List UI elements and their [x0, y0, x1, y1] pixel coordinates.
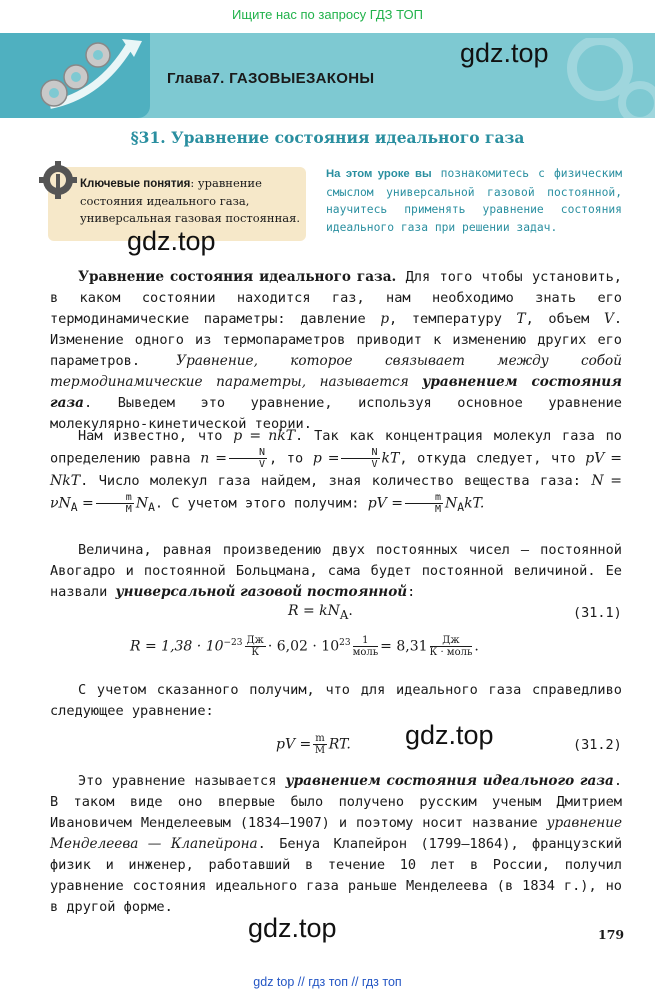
- paragraph-heading: Уравнение состояния идеального газа.: [78, 269, 397, 285]
- equation-31-2: pV = $\frac{m}{M}$ RT.: [276, 733, 351, 756]
- watermark: gdz.top: [248, 913, 337, 943]
- equation-number: (31.1): [573, 605, 622, 621]
- paragraph-5: Это уравнение называется уравнением состояния идеального газа. В таком виде оно впервые было получено русским ученым Дмитрием Ивановичем Менделеевым (1834—1907) и поэтому носит название уравнение Менделеева — Клапейрона. Бенуа Клапейрон (1799—1864), французский физик и инженер, работавший в течение 10 лет в России, получил уравнение состояния идеального газа раньше Менделеева (в 1834 г.), но в другой форме.: [50, 773, 623, 915]
- key-concepts-label: Ключевые понятия: [80, 178, 191, 190]
- equation-R-value: $R = 1,38 \cdot 10^{-23}$ $\frac{Дж}{К}$ · $6,02 \cdot 10^{23}$ $\frac{1}{\text{моль}}$ = 8,31 $\frac{Дж}{\text{К · моль}}$ .: [130, 635, 479, 658]
- paragraph-4: С учетом сказанного получим, что для идеального газа справедливо следующее уравнение:: [50, 682, 622, 719]
- key-concepts-text: Ключевые понятия: уравнение состояния идеального газа, универсальная газовая постоянная.: [80, 176, 301, 225]
- equation-number: (31.2): [573, 737, 622, 753]
- watermark: gdz.top: [460, 38, 549, 68]
- equation-31-1: $R = kN_A$.: [288, 603, 353, 622]
- lesson-intro: На этом уроке вы познакомитесь с физическим смыслом универсальной газовой постоянной, научитесь применять уравнение состояния идеального газа при решении задач.: [326, 167, 623, 234]
- watermark: gdz.top: [405, 720, 494, 750]
- footer-links[interactable]: gdz top // гдз топ // гдз топ: [253, 975, 402, 989]
- watermark: gdz.top: [127, 226, 216, 256]
- gears-icon: [30, 35, 150, 115]
- paragraph-1: Уравнение состояния идеального газа. Для того чтобы установить, в каком состоянии находится газ, нам необходимо знать его термодинамические параметры: давление p, температуру T, объем V. Изменение одного из термопараметров приводит к изменению других его параметров. Уравнение, которое связывает между собой термодинамические параметры, называется уравнением состояния газа. Выведем это уравнение, используя основное уравнение молекулярно-кинетической теории.: [50, 269, 622, 432]
- section-title: §31. Уравнение состояния идеального газа: [130, 128, 525, 147]
- page-number: 179: [598, 927, 625, 942]
- chapter-title: Глава7. ГАЗОВЫЕЗАКОНЫ: [167, 70, 375, 87]
- top-banner: Ищите нас по запросу ГДЗ ТОП: [232, 7, 423, 22]
- gear-background-icon: [540, 38, 655, 118]
- wrench-gear-icon: [38, 160, 78, 200]
- paragraph-2: Нам известно, что p = nkT. Так как концентрация молекул газа по определению равна n = $\frac{N}{V}$ , то p = $\frac{N}{V}$ kT, откуда следует, что pV = NkT. Число молекул газа найдем, зная количество вещества газа: $N = \nu N_A$ = $\frac{m}{M}$ $N_A$. С учетом этого получим: pV = $\frac{m}{M}$ $N_AkT$.: [50, 428, 622, 515]
- paragraph-3: Величина, равная произведению двух постоянных чисел — постоянной Авогадро и постоянной Больцмана, сама будет постоянной величиной. Ее назвали универсальной газовой постоянной:: [50, 542, 622, 600]
